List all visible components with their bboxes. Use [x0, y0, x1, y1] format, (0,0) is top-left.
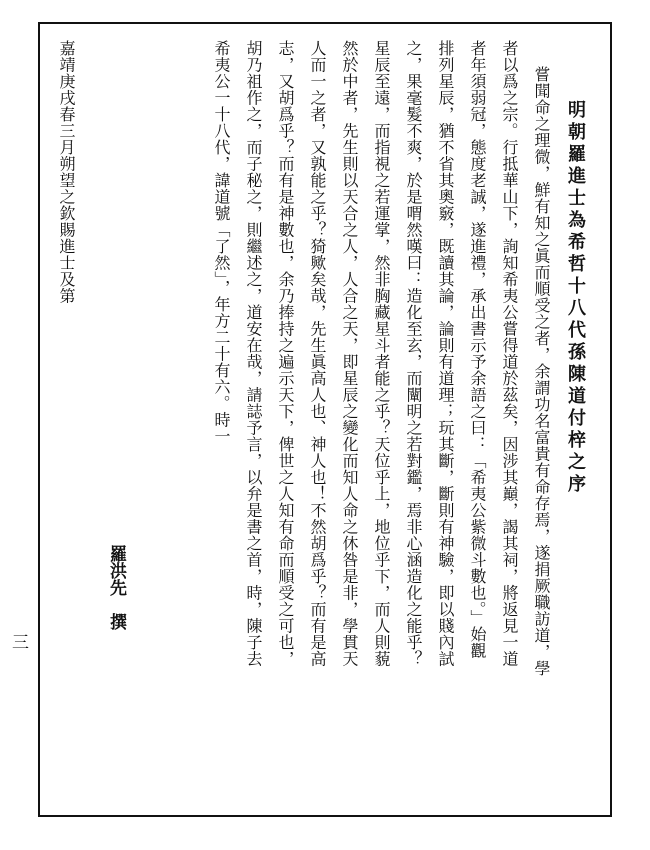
- page-number: 三: [12, 633, 29, 653]
- body-column-4: 排列星辰，猶不省其奧竅，既讀其論，論則有道理；玩其斷，斷則有神驗，即以賤內試: [436, 40, 455, 667]
- preface-title: 明朝羅進士為希哲十八代孫陳道付梓之序: [565, 100, 586, 496]
- body-column-8: 人而一之者，又孰能之乎？猗歟矣哉，先生眞高人也、神人也！不然胡爲乎？而有是高: [308, 40, 327, 667]
- body-column-10: 胡乃祖作之，而子秘之，則繼述之，道安在哉，請誌予言，以弁是書之首，時，陳子去: [244, 40, 263, 667]
- date-line: 嘉靖庚戌春三月朔望之欽賜進士及第: [57, 40, 76, 304]
- body-column-11: 希夷公一十八代，諱道號「了然」，年方二十有六。時一: [212, 40, 231, 445]
- body-column-1: 嘗聞命之理微，鮮有知之眞而順受之者，余謂功名富貴有命存焉，遂捐厥職訪道，學: [532, 66, 551, 677]
- body-column-7: 然於中者，先生則以天合之人，人合之天，即星辰之變化而知人命之休咎是非，學貫天: [340, 40, 359, 667]
- body-column-3: 者年須弱冠，態度老誠，遂進禮，承出書示予余語之曰：「希夷公紫微斗數也。」始觀: [468, 40, 487, 659]
- body-column-6: 星辰至遠，而指視之若運掌，然非胸藏星斗者能之乎？天位乎上，地位乎下，而人則藐: [372, 40, 391, 667]
- author-signature: 羅洪先 撰: [106, 545, 126, 630]
- body-column-5: 之，果毫髮不爽，於是喟然嘆曰：造化至玄，而闡明之若對鑑，焉非心涵造化之能乎？: [404, 40, 423, 667]
- body-column-9: 志，又胡爲乎？而有是神數也，余乃捧持之遍示天下，俾世之人知有命而順受之可也，: [276, 40, 295, 667]
- body-column-2: 者以爲之宗。行抵華山下，詢知希夷公嘗得道於茲矣，因涉其巔，謁其祠，將返見一道: [500, 40, 519, 667]
